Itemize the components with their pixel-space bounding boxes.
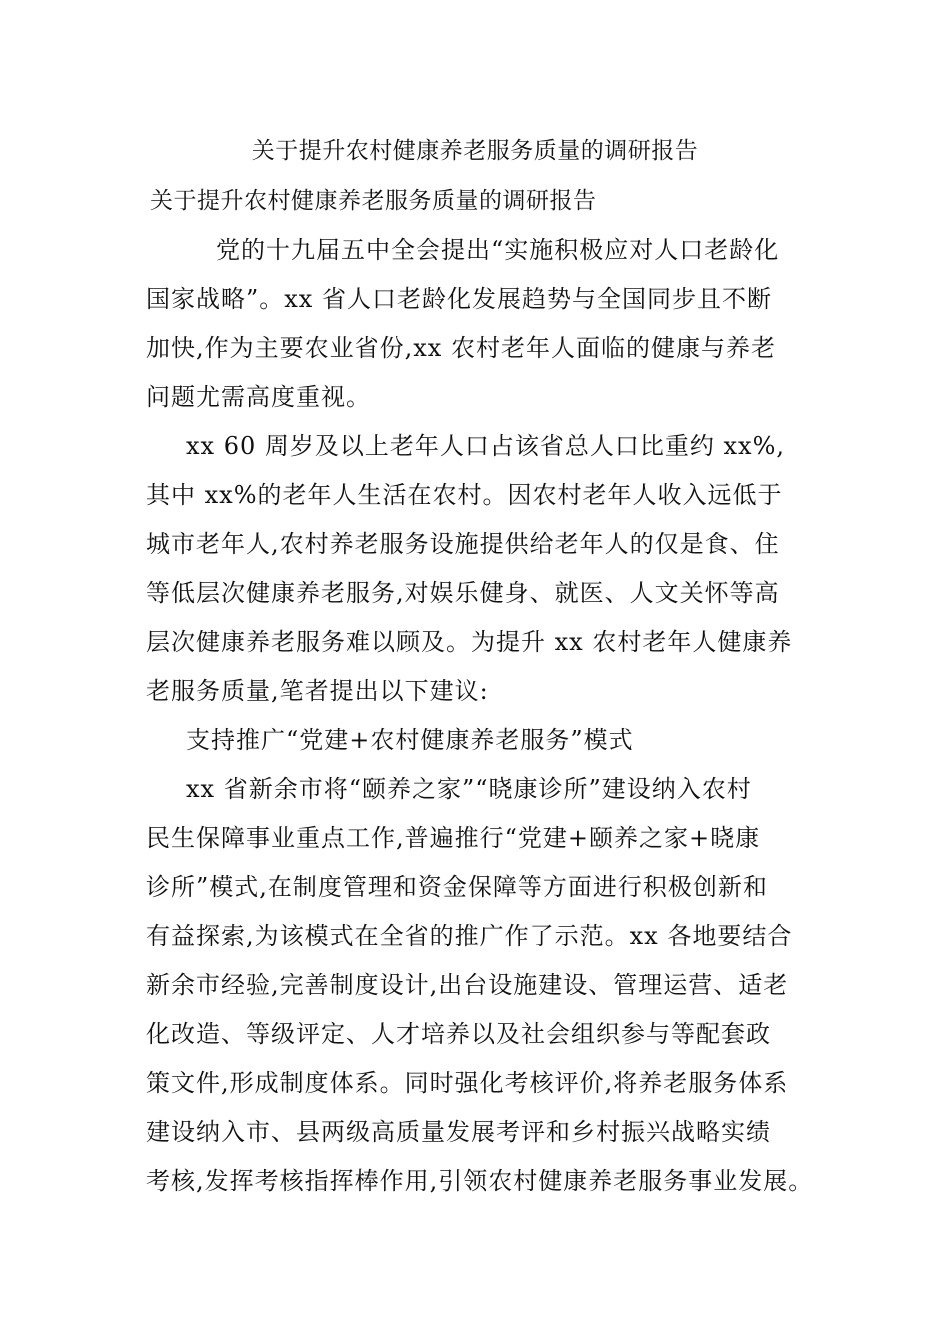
paragraph-line: 其中 xx%的老年人生活在农村。因农村老年人收入远低于 xyxy=(146,481,783,509)
paragraph-line: 化改造、等级评定、人才培养以及社会组织参与等配套政 xyxy=(146,1020,771,1048)
document-subtitle: 关于提升农村健康养老服务质量的调研报告 xyxy=(150,188,597,214)
document-body xyxy=(146,229,816,1209)
paragraph-line: 新余市经验,完善制度设计,出台设施建设、管理运营、适老 xyxy=(146,971,789,999)
paragraph-line: 国家战略”。xx 省人口老龄化发展趋势与全国同步且不断 xyxy=(146,285,772,313)
paragraph-line: 老服务质量,笔者提出以下建议: xyxy=(146,677,489,705)
paragraph-line: 民生保障事业重点工作,普遍推行“党建+颐养之家+晓康 xyxy=(146,824,761,852)
paragraph-line: 策文件,形成制度体系。同时强化考核评价,将养老服务体系 xyxy=(146,1069,789,1097)
paragraph-line: 问题尤需高度重视。 xyxy=(146,383,371,411)
paragraph-line: 诊所”模式,在制度管理和资金保障等方面进行积极创新和 xyxy=(146,873,768,901)
paragraph-line: 加快,作为主要农业省份,xx 农村老年人面临的健康与养老 xyxy=(146,334,776,362)
paragraph-line: 有益探索,为该模式在全省的推广作了示范。xx 各地要结合 xyxy=(146,922,793,950)
paragraph-line: 建设纳入市、县两级高质量发展考评和乡村振兴战略实绩 xyxy=(146,1118,771,1146)
paragraph-line: 等低层次健康养老服务,对娱乐健身、就医、人文关怀等高 xyxy=(146,579,780,607)
paragraph-line: xx 60 周岁及以上老年人口占该省总人口比重约 xx%, xyxy=(186,432,785,460)
section-heading: 支持推广“党建+农村健康养老服务”模式 xyxy=(186,726,634,754)
document-title: 关于提升农村健康养老服务质量的调研报告 xyxy=(251,138,699,164)
paragraph-line: 城市老年人,农村养老服务设施提供给老年人的仅是食、住 xyxy=(146,530,780,558)
paragraph-line: 考核,发挥考核指挥棒作用,引领农村健康养老服务事业发展。 xyxy=(146,1167,814,1195)
paragraph-line: xx 省新余市将“颐养之家”“晓康诊所”建设纳入农村 xyxy=(186,775,752,803)
paragraph-line: 党的十九届五中全会提出“实施积极应对人口老龄化 xyxy=(216,236,780,264)
paragraph-line: 层次健康养老服务难以顾及。为提升 xx 农村老年人健康养 xyxy=(146,628,793,656)
